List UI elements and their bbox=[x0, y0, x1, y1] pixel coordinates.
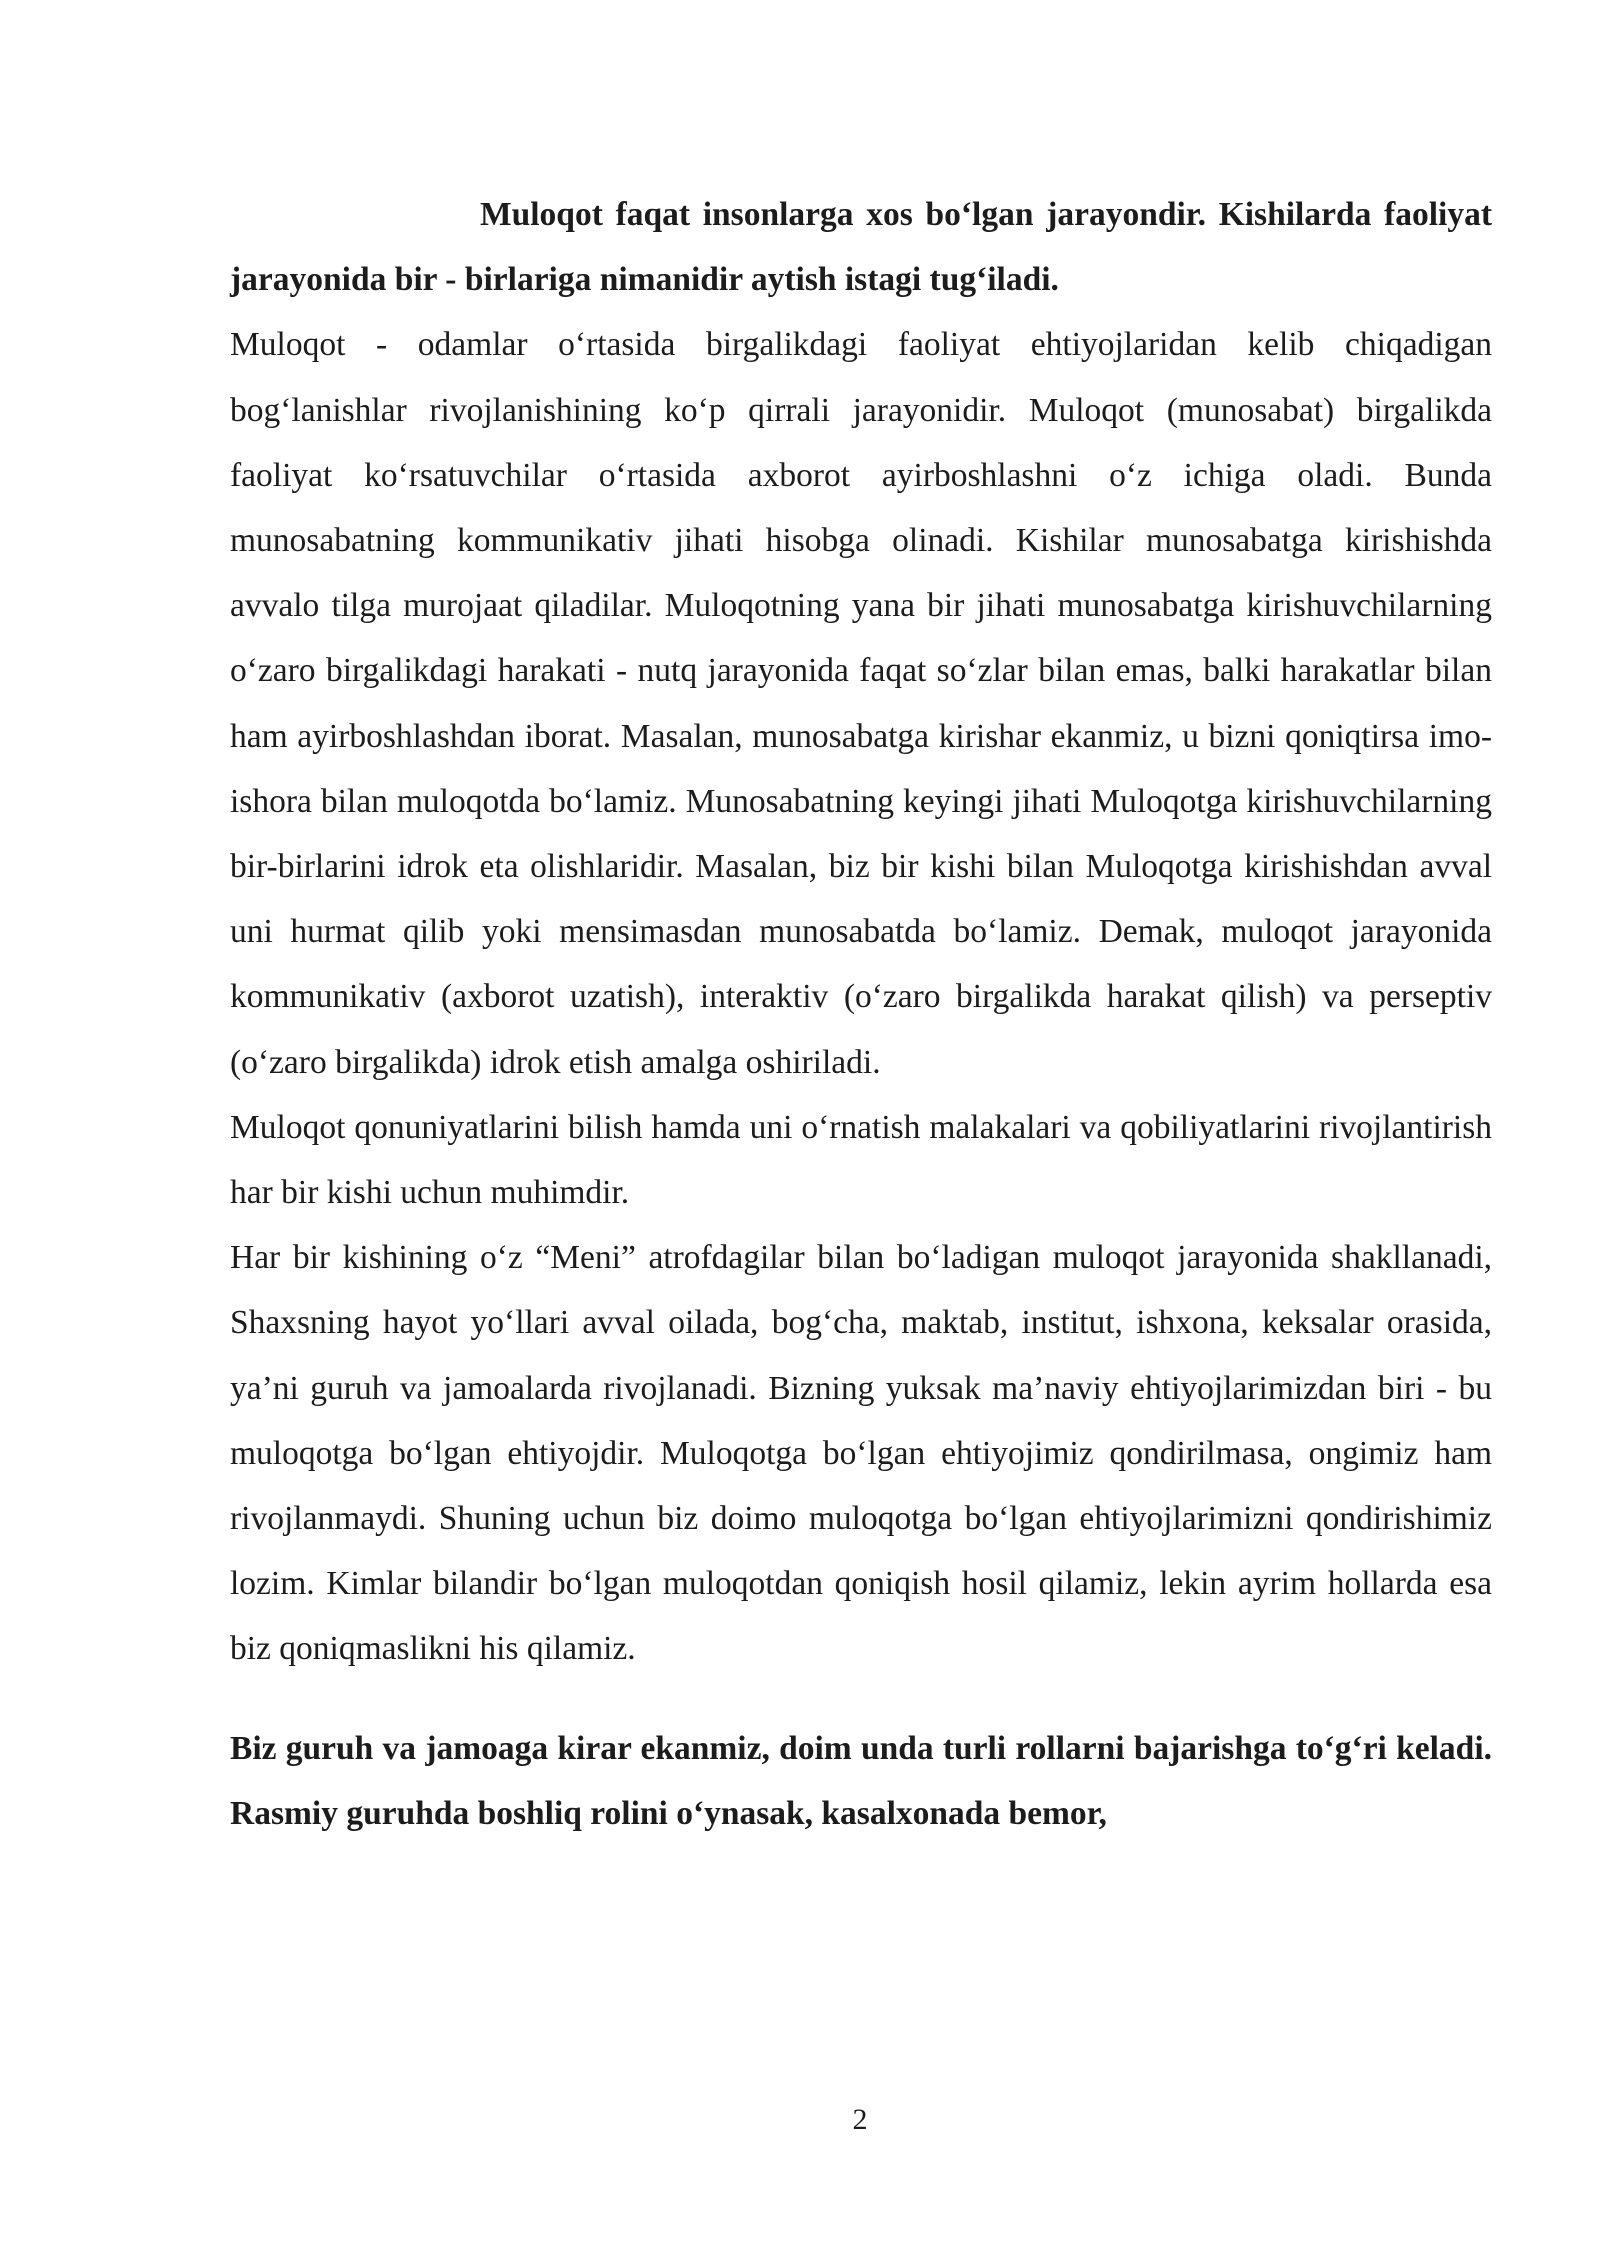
paragraph-laws: Muloqot qonuniyatlarini bilish hamda uni o‘rnatish malakalari va qobiliyatlarini rivojlantirish har bir kishi uchun muhimdir. bbox=[230, 1108, 1492, 1212]
page-body bbox=[230, 182, 1492, 1846]
paragraph-definition: Muloqot - odamlar o‘rtasida birgalikdagi faoliyat ehtiyojlaridan kelib chiqadigan bog‘lanishlar rivojlanishining ko‘p qirrali jarayonidir. Muloqot (munosabat) birgalikda faoliyat ko‘rsatuvchilar o‘rtasida axborot ayirboshlashni o‘z ichiga oladi. Bunda munosabatning kommunikativ jihati hisobga olinadi. Kishilar munosabatga kirishishda avvalo tilga murojaat qiladilar. Muloqotning yana bir jihati munosabatga kirishuvchilarning o‘zaro birgalikdagi harakati - nutq jarayonida faqat so‘zlar bilan emas, balki harakatlar bilan ham ayirboshlashdan iborat. Masalan, munosabatga kirishar ekanmiz, u bizni qoniqtirsa imo-ishora bilan muloqotda bo‘lamiz. Munosabatning keyingi jihati Muloqotga kirishuvchilarning bir-birlarini idrok eta olishlaridir. Masalan, biz bir kishi bilan Muloqotga kirishishdan avval uni hurmat qilib yoki mensimasdan munosabatda bo‘lamiz. Demak, muloqot jarayonida kommunikativ (axborot uzatish), interaktiv (o‘zaro birgalikda harakat qilish) va perseptiv (o‘zaro birgalikda) idrok etish amalga oshiriladi. bbox=[230, 326, 1492, 1081]
paragraph-intro: Muloqot faqat insonlarga xos bo‘lgan jarayondir. Kishilarda faoliyat jarayonida bir - birlariga nimanidir aytish istagi tug‘iladi. bbox=[230, 196, 1492, 299]
paragraph-roles: Biz guruh va jamoaga kirar ekanmiz, doim unda turli rollarni bajarishga to‘g‘ri keladi. Rasmiy guruhda boshliq rolini o‘ynasak, kasalxonada bemor, bbox=[230, 1729, 1492, 1832]
paragraph-self: Har bir kishining o‘z “Meni” atrofdagilar bilan bo‘ladigan muloqot jarayonida shakllanadi, Shaxsning hayot yo‘llari avval oilada, bog‘cha, maktab, institut, ishxona, keksalar orasida, ya’ni guruh va jamoalarda rivojlanadi. Bizning yuksak ma’naviy ehtiyojlarimizdan biri - bu muloqotga bo‘lgan ehtiyojdir. Muloqotga bo‘lgan ehtiyojimiz qondirilmasa, ongimiz ham rivojlanmaydi. Shuning uchun biz doimo muloqotga bo‘lgan ehtiyojlarimizni qondirishimiz lozim. Kimlar bilandir bo‘lgan muloqotdan qoniqish hosil qilamiz, lekin ayrim hollarda esa biz qoniqmaslikni his qilamiz. bbox=[230, 1239, 1492, 1668]
page-number: 2 bbox=[852, 2103, 868, 2136]
